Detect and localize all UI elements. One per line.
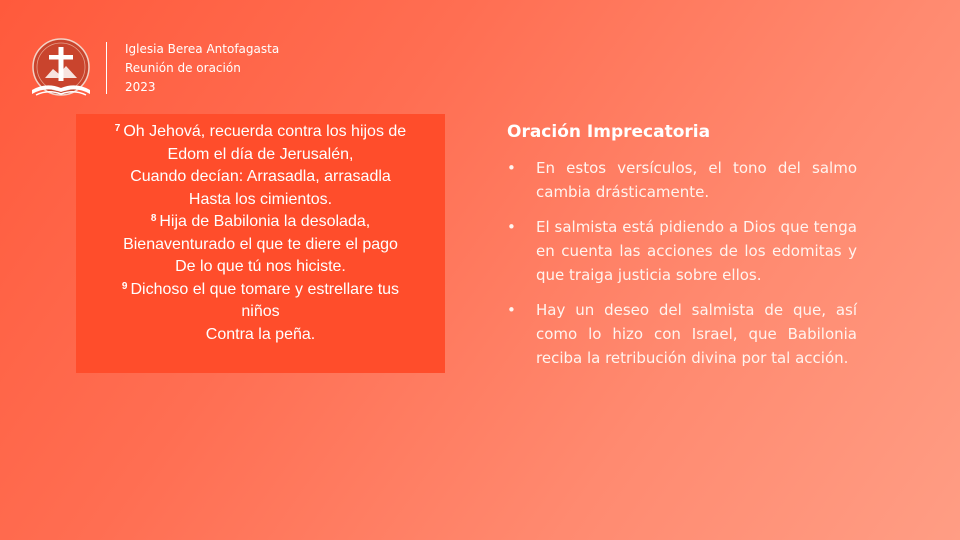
verse-text: Hasta los cimientos. — [188, 190, 333, 208]
church-logo-icon — [26, 38, 96, 102]
bullet-icon: • — [507, 218, 516, 236]
church-name: Iglesia Berea Antofagasta — [125, 42, 280, 56]
bullet-item — [507, 215, 857, 287]
verse-text: Oh Jehová, recuerda contra los hijos de — [123, 123, 407, 140]
verse-text: Cuando decían: Arrasadla, arrasadla — [130, 168, 391, 185]
verse-line — [80, 234, 441, 257]
verse-line — [80, 324, 441, 347]
scripture-box — [76, 114, 445, 373]
bullet-text: Hay un deseo del salmista de que, así como lo hizo con Israel, que Babilonia reciba la retribución divina por tal acción. — [536, 301, 857, 367]
verse-text: De lo que tú nos hiciste. — [175, 258, 346, 275]
verse-number: 8 — [150, 213, 157, 224]
header-divider — [106, 42, 107, 94]
verse-text: Edom el día de Jerusalén, — [167, 145, 354, 163]
verse-line — [80, 189, 441, 212]
verse-line — [80, 301, 441, 324]
verse-line — [80, 256, 441, 279]
bullet-icon: • — [507, 301, 516, 319]
meeting-name: Reunión de oración — [125, 61, 241, 75]
year-label: 2023 — [125, 80, 156, 94]
verse-text: Dichoso el que tomare y estrellare tus — [130, 280, 400, 298]
verse-text: niños — [241, 303, 280, 320]
verse-number: 7 — [114, 123, 121, 134]
bullet-text: El salmista está pidiendo a Dios que tenga en cuenta las acciones de los edomitas y que traiga justicia sobre ellos. — [536, 218, 857, 284]
bullet-list — [507, 156, 857, 370]
bullet-item — [507, 156, 857, 204]
verse-line — [80, 121, 441, 144]
commentary-section — [507, 120, 857, 381]
section-title: Oración Imprecatoria — [507, 122, 711, 142]
verse-text: Bienaventurado el que te diere el pago — [123, 235, 398, 253]
verse-line — [80, 211, 441, 234]
header-info — [125, 40, 279, 97]
verse-line — [80, 166, 441, 189]
verse-text: Hija de Babilonia la desolada, — [159, 213, 371, 230]
verse-number: 9 — [121, 280, 128, 292]
verse-text: Contra la peña. — [205, 325, 316, 343]
bullet-text: En estos versículos, el tono del salmo cambia drásticamente. — [536, 159, 857, 201]
verse-line — [80, 144, 441, 167]
verse-line — [80, 279, 441, 302]
bullet-item — [507, 298, 857, 370]
bullet-icon: • — [507, 159, 516, 177]
